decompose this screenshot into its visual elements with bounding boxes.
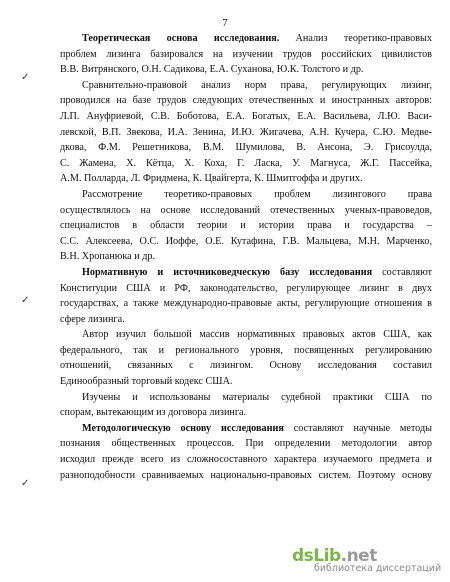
text-line — [60, 203, 432, 219]
text-line — [60, 468, 432, 484]
page-number: 7 — [222, 17, 228, 29]
text-line — [60, 358, 432, 374]
document-body — [60, 31, 432, 483]
line-text: федерального, так и регионального уровня, посвященных регулированию — [60, 344, 432, 356]
text-line — [60, 452, 432, 468]
line-text: осуществлялось на основе исследований отечественных ученых-правоведов, — [60, 204, 432, 216]
line-text: Сравнительно-правовой анализ норм права, регулирующих лизинг, — [82, 79, 432, 91]
text-line — [60, 405, 432, 421]
margin-mark-3: ✓ — [21, 478, 30, 489]
text-line — [60, 281, 432, 297]
line-text: отношений, связанных с лизингом. Основу исследования составил — [60, 360, 432, 372]
text-line — [60, 109, 432, 125]
line-text: А.М. Полларда, Л. Фридмена, К. Цвайгерта, К. Шмитгоффа и других. — [60, 173, 363, 185]
watermark-subtitle: библиотека диссертаций — [314, 563, 442, 574]
line-text: государствах, а также международно-правовые акты, регулирующие отношения в — [60, 298, 432, 310]
line-text: составляют научные методы — [283, 422, 432, 434]
text-line — [60, 93, 432, 109]
text-line — [60, 187, 432, 203]
bold-heading: Нормативную и источниковедческую базу исследования — [82, 266, 373, 278]
line-text: С.С. Алексеева, О.С. Иоффе, О.Е. Кутафина, Г.В. Мальцева, М.Н. Марченко, — [60, 235, 432, 247]
line-text: разноподобности сравниваемых национально-правовых систем. Поэтому основу — [60, 469, 432, 481]
watermark — [292, 546, 442, 576]
text-line — [60, 343, 432, 359]
line-text: Рассмотрение теоретико-правовых проблем лизингового права — [82, 188, 432, 200]
text-line — [60, 265, 432, 281]
line-text: составляют — [372, 266, 432, 278]
text-line — [60, 327, 432, 343]
text-line — [60, 31, 432, 47]
line-text: левской, В.П. Звекова, И.А. Зенина, И.Ю. Жигачева, А.Н. Кучера, С.Ю. Медве- — [60, 126, 432, 138]
text-line — [60, 436, 432, 452]
line-text: Автор изучил большой массив нормативных правовых актов США, как — [82, 329, 432, 341]
margin-mark-2: ✓ — [21, 295, 30, 306]
text-line — [60, 171, 432, 187]
line-text: сфере лизинга. — [60, 313, 125, 325]
line-text: спорам, вытекающим из договора лизинга. — [60, 407, 247, 419]
text-line — [60, 296, 432, 312]
line-text: Конституции США и РФ, законодательство, регулирующее лизинг в двух — [60, 282, 432, 294]
text-line — [60, 156, 432, 172]
text-line — [60, 140, 432, 156]
text-line — [60, 421, 432, 437]
text-line — [60, 218, 432, 234]
bold-heading: Методологическую основу исследования — [82, 422, 284, 434]
text-line — [60, 390, 432, 406]
text-line — [60, 125, 432, 141]
line-text: исходил прежде всего из сложносоставного характера изучаемого предмета и — [60, 454, 432, 466]
text-line — [60, 47, 432, 63]
line-text: Единообразный торговый кодекс США. — [60, 376, 233, 388]
line-text: В.В. Витрянского, О.Н. Садикова, Е.А. Суханова, Ю.К. Толстого и др. — [60, 64, 364, 76]
text-line — [60, 374, 432, 390]
watermark-logo: dsLib.net — [292, 546, 377, 566]
line-text: Анализ теоретико-правовых — [279, 33, 432, 44]
line-text: Л.П. Ануфриевой, С.В. Боботова, Е.А. Богатых, Е.А. Васильева, Л.Ю. Васи- — [60, 110, 432, 122]
line-text: дкова, Ф.М. Решетникова, В.М. Шумилова, В. Ансона, Э. Грисоулда, — [60, 142, 432, 154]
line-text: познания общественных процессов. При определении методологии автор — [60, 438, 432, 450]
line-text: специалистов в области теории и истории права и государства – — [60, 220, 432, 232]
text-line — [60, 312, 432, 328]
bold-heading: Теоретическая основа исследования. — [82, 33, 280, 44]
text-line — [60, 249, 432, 265]
line-text: С. Жамена, Х. Кётца, Х. Коха, Г. Ласка, У. Магнуса, Ж.Г. Пассейка, — [60, 157, 432, 169]
line-text: В.Н. Хропанюка и др. — [60, 251, 156, 263]
line-text: проблем лизинга базировался на изучении трудов российских цивилистов — [60, 48, 432, 60]
line-text: проводился на базе трудов следующих отечественных и иностранных авторов: — [60, 95, 432, 107]
text-line — [60, 234, 432, 250]
text-line — [60, 62, 432, 78]
line-text: Изучены и использованы материалы судебной практики США по — [82, 391, 432, 403]
text-line — [60, 78, 432, 94]
margin-mark-1: ✓ — [21, 72, 30, 83]
